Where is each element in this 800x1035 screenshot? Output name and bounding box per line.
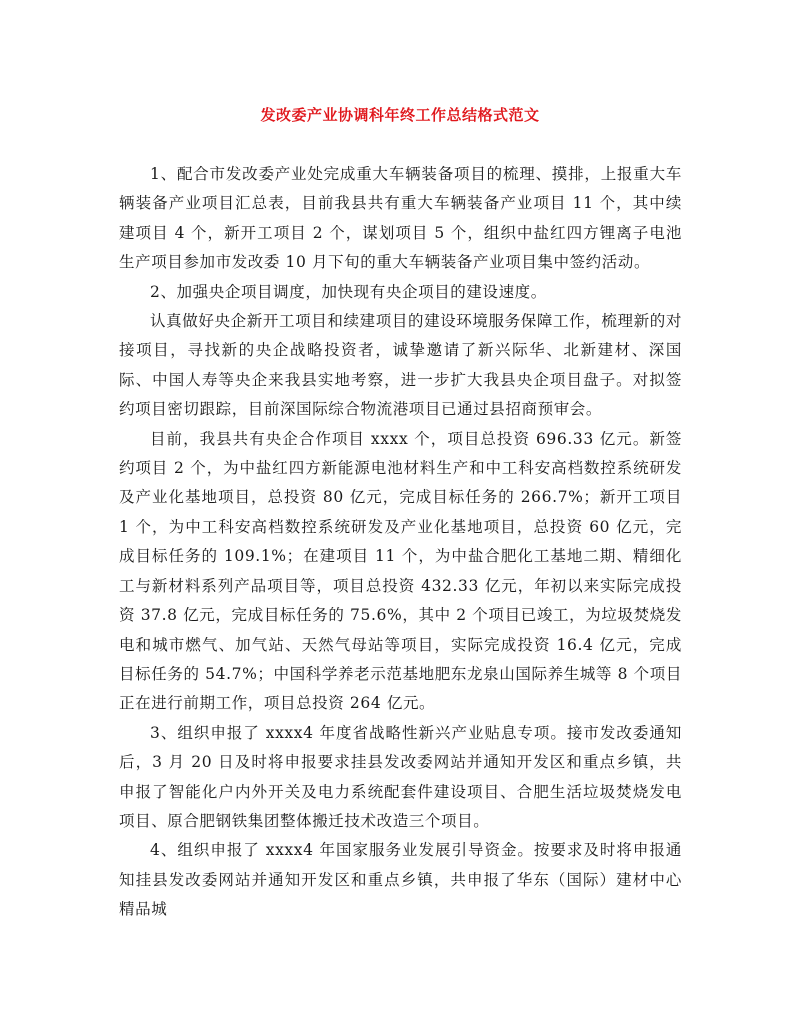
paragraph-item-2: 2、加强央企项目调度，加快现有央企项目的建设速度。 [150, 282, 547, 301]
document-title: 发改委产业协调科年终工作总结格式范文 [260, 106, 540, 124]
paragraph-item-4: 4、组织申报了 xxxx4 年国家服务业发展引导资金。按要求及时将申报通知挂县发改委网站并通知开发区和重点乡镇，共申报了华东（国际）建材中心精品城 [119, 841, 682, 919]
paragraph-item-1: 1、配合市发改委产业处完成重大车辆装备项目的梳理、摸排，上报重大车辆装备产业项目汇总表，目前我县共有重大车辆装备产业项目 11 个，其中续建项目 4 个，新开工项目 2 个，谋划项目 5 个，组织中盐红四方锂离子电池生产项目参加市发改委 10 月下旬的重大车辆装备产业项目集中签约活动。 [119, 165, 682, 272]
paragraph-central-enterprise-service: 认真做好央企新开工项目和续建项目的建设环境服务保障工作，梳理新的对接项目，寻找新的央企战略投资者，诚挚邀请了新兴际华、北新建材、深国际、中国人寿等央企来我县实地考察，进一步扩大我县央企项目盘子。对拟签约项目密切跟踪，目前深国际综合物流港项目已通过县招商预审会。 [119, 312, 682, 419]
document-body [119, 160, 682, 925]
paragraph-central-enterprise-stats: 目前，我县共有央企合作项目 xxxx 个，项目总投资 696.33 亿元。新签约项目 2 个，为中盐红四方新能源电池材料生产和中工科安高档数控系统研发及产业化基地项目，总投资 80 亿元，完成目标任务的 266.7%；新开工项目 1 个，为中工科安高档数控系统研发及产业化基地项目，总投资 60 亿元，完成目标任务的 109.1%；在建项目 11 个，为中盐合肥化工基地二期、精细化工与新材料系列产品项目等，项目总投资 432.33 亿元，年初以来实际完成投资 37.8 亿元，完成目标任务的 75.6%，其中 2 个项目已竣工，为垃圾焚烧发电和城市燃气、加气站、天然气母站等项目，实际完成投资 16.4 亿元，完成目标任务的 54.7%；中国科学养老示范基地肥东龙泉山国际养生城等 8 个项目正在进行前期工作，项目总投资 264 亿元。 [119, 429, 682, 713]
paragraph-item-3: 3、组织申报了 xxxx4 年度省战略性新兴产业贴息专项。接市发改委通知后，3 月 20 日及时将申报要求挂县发改委网站并通知开发区和重点乡镇，共申报了智能化户内外开关及电力系统配套件建设项目、合肥生活垃圾焚烧发电项目、原合肥钢铁集团整体搬迁技术改造三个项目。 [119, 723, 682, 830]
